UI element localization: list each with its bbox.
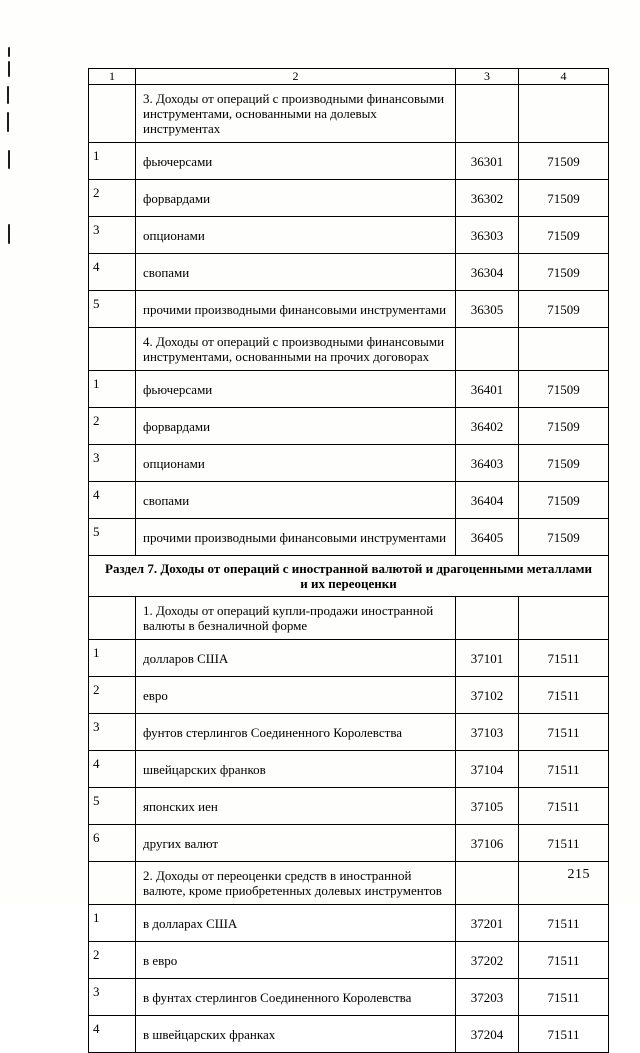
row-number-cell: 3 [89,217,136,254]
row-number-cell: 1 [89,143,136,180]
row-number-cell: 4 [89,482,136,519]
section-label: 2. Доходы от переоценки средств в иностранной валюте, кроме приобретенных долевых инструментов [136,862,456,905]
row-label: японских иен [136,788,456,825]
row-label: прочими производными финансовыми инструментами [136,291,456,328]
section-row [89,85,609,143]
row-label: долларов США [136,640,456,677]
code-cell: 37103 [456,714,519,751]
symbol-cell: 71511 [519,788,609,825]
symbol-cell: 71511 [519,751,609,788]
code-cell: 37102 [456,677,519,714]
table-row [89,905,609,942]
row-label: свопами [136,482,456,519]
row-label: в евро [136,942,456,979]
income-codes-table [88,68,609,1053]
row-label: форвардами [136,180,456,217]
table-body [89,85,609,1053]
table-row [89,979,609,1016]
symbol-cell: 71511 [519,677,609,714]
row-label: свопами [136,254,456,291]
razdel-title: Раздел 7. Доходы от операций с иностранной валютой и драгоценными металлами и их переоценки [89,556,609,597]
scan-artifact [8,150,10,169]
row-number-cell: 2 [89,677,136,714]
row-number-cell: 2 [89,180,136,217]
table-row [89,942,609,979]
symbol-cell: 71509 [519,482,609,519]
razdel-title-row [89,556,609,597]
section-label: 1. Доходы от операций купли-продажи иностранной валюты в безналичной форме [136,597,456,640]
scan-artifact [7,86,9,104]
symbol-cell: 71511 [519,979,609,1016]
code-cell: 37203 [456,979,519,1016]
row-number-cell: 6 [89,825,136,862]
row-label: фунтов стерлингов Соединенного Королевства [136,714,456,751]
row-label: в швейцарских франках [136,1016,456,1053]
row-label: других валют [136,825,456,862]
symbol-cell: 71511 [519,942,609,979]
row-number-cell: 5 [89,788,136,825]
section-row [89,328,609,371]
code-cell: 37202 [456,942,519,979]
row-label: форвардами [136,408,456,445]
symbol-cell: 71509 [519,143,609,180]
symbol-cell: 71511 [519,1016,609,1053]
row-number-cell: 4 [89,751,136,788]
symbol-cell: 71509 [519,519,609,556]
symbol-cell: 71509 [519,217,609,254]
table-row [89,291,609,328]
table-row [89,714,609,751]
table-row [89,1016,609,1053]
symbol-cell [519,328,609,371]
symbol-cell: 71511 [519,714,609,751]
table-row [89,825,609,862]
column-header-row [89,69,609,85]
code-cell: 36305 [456,291,519,328]
code-cell: 37105 [456,788,519,825]
symbol-cell: 71509 [519,408,609,445]
row-number-cell: 1 [89,905,136,942]
symbol-cell: 71509 [519,180,609,217]
table-row [89,254,609,291]
row-label: фьючерсами [136,143,456,180]
scan-artifact [7,112,9,132]
code-cell: 36401 [456,371,519,408]
symbol-cell: 71509 [519,445,609,482]
row-label: опционами [136,445,456,482]
code-cell: 37101 [456,640,519,677]
column-header-2: 2 [136,69,456,85]
table-row [89,180,609,217]
row-label: евро [136,677,456,714]
section-label: 4. Доходы от операций с производными финансовыми инструментами, основанными на прочих договорах [136,328,456,371]
code-cell: 36404 [456,482,519,519]
row-number-cell: 4 [89,254,136,291]
table-row [89,788,609,825]
code-cell: 37201 [456,905,519,942]
symbol-cell [519,597,609,640]
code-cell [456,862,519,905]
table-row [89,217,609,254]
table-row [89,445,609,482]
section-label: 3. Доходы от операций с производными финансовыми инструментами, основанными на долевых инструментах [136,85,456,143]
row-label: в фунтах стерлингов Соединенного Королевства [136,979,456,1016]
table-row [89,640,609,677]
code-cell: 36403 [456,445,519,482]
code-cell: 37104 [456,751,519,788]
row-number-cell: 1 [89,640,136,677]
row-label: прочими производными финансовыми инструментами [136,519,456,556]
row-number-cell: 3 [89,714,136,751]
symbol-cell: 71511 [519,905,609,942]
code-cell: 36402 [456,408,519,445]
column-header-4: 4 [519,69,609,85]
table-row [89,482,609,519]
code-cell: 36405 [456,519,519,556]
symbol-cell: 71509 [519,371,609,408]
row-number-cell: 3 [89,445,136,482]
row-number-cell: 3 [89,979,136,1016]
row-number-cell [89,85,136,143]
row-number-cell: 2 [89,408,136,445]
row-label: в долларах США [136,905,456,942]
symbol-cell [519,862,609,905]
code-cell: 37204 [456,1016,519,1053]
table-row [89,371,609,408]
row-label: фьючерсами [136,371,456,408]
row-number-cell [89,862,136,905]
table-row [89,519,609,556]
symbol-cell: 71509 [519,291,609,328]
section-row [89,597,609,640]
code-cell [456,85,519,143]
row-number-cell [89,328,136,371]
section-row [89,862,609,905]
scan-artifact [8,224,10,244]
row-number-cell: 2 [89,942,136,979]
row-number-cell: 1 [89,371,136,408]
code-cell: 36304 [456,254,519,291]
scan-artifact [8,47,10,57]
code-cell [456,328,519,371]
symbol-cell [519,85,609,143]
column-header-1: 1 [89,69,136,85]
table-row [89,143,609,180]
table-row [89,751,609,788]
row-number-cell [89,597,136,640]
row-label: швейцарских франков [136,751,456,788]
symbol-cell: 71511 [519,640,609,677]
code-cell [456,597,519,640]
code-cell: 36303 [456,217,519,254]
scan-artifact [8,61,10,77]
code-cell: 36301 [456,143,519,180]
row-number-cell: 4 [89,1016,136,1053]
symbol-cell: 71511 [519,825,609,862]
page-number: 215 [567,867,590,882]
code-cell: 37106 [456,825,519,862]
row-number-cell: 5 [89,291,136,328]
row-label: опционами [136,217,456,254]
column-header-3: 3 [456,69,519,85]
table-row [89,677,609,714]
row-number-cell: 5 [89,519,136,556]
symbol-cell: 71509 [519,254,609,291]
table-row [89,408,609,445]
code-cell: 36302 [456,180,519,217]
